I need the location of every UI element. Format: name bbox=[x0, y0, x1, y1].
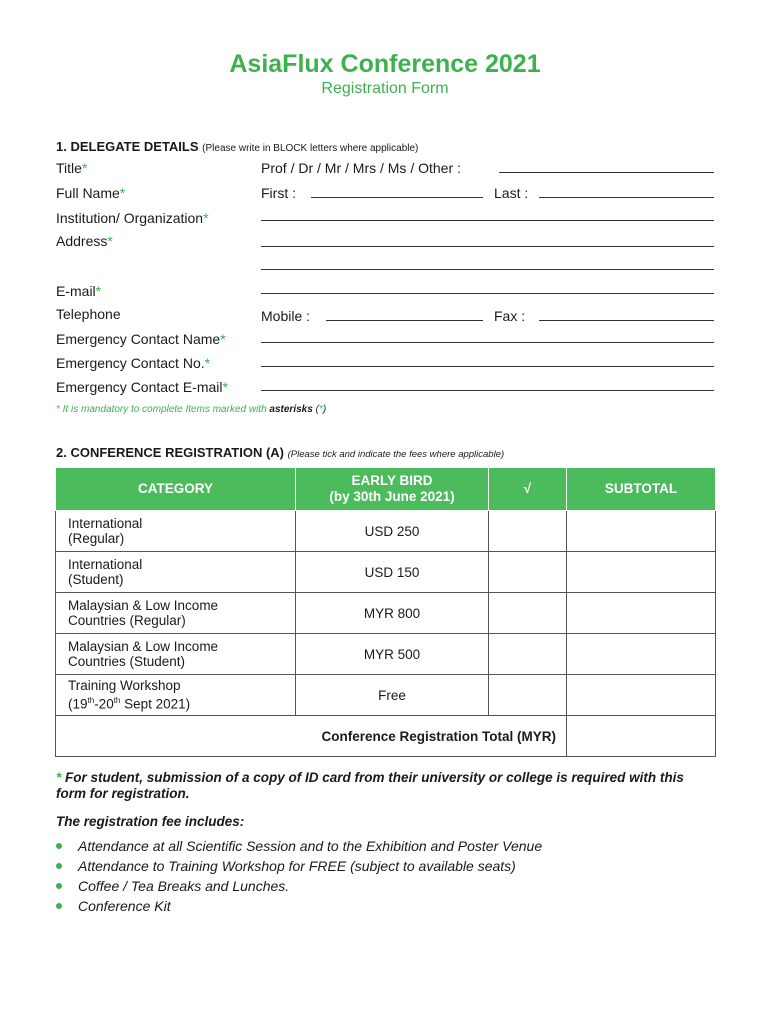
section-registration-title: 2. CONFERENCE REGISTRATION (A) bbox=[56, 445, 284, 460]
fee-cell: MYR 500 bbox=[296, 634, 489, 675]
category-cell: International (Student) bbox=[56, 552, 296, 593]
subtotal-cell[interactable] bbox=[567, 593, 716, 634]
total-cell[interactable] bbox=[567, 716, 716, 757]
institution-label: Institution/ Organization* bbox=[56, 210, 209, 226]
fee-cell: USD 250 bbox=[296, 511, 489, 552]
section-delegate-note: (Please write in BLOCK letters where applicable) bbox=[202, 143, 419, 154]
fee-cell: Free bbox=[296, 675, 489, 716]
category-cell: International (Regular) bbox=[56, 511, 296, 552]
bullet-icon bbox=[56, 863, 62, 869]
list-item: Coffee / Tea Breaks and Lunches. bbox=[56, 876, 542, 896]
emergency-name-label: Emergency Contact Name* bbox=[56, 331, 226, 347]
last-name-field[interactable] bbox=[539, 197, 714, 198]
student-footnote: * For student, submission of a copy of ID card from their university or college is required with this form for registration. bbox=[56, 770, 684, 801]
section-registration-heading bbox=[56, 445, 504, 460]
table-row bbox=[56, 552, 716, 593]
registration-table bbox=[55, 467, 716, 757]
title-other-field[interactable] bbox=[499, 172, 714, 173]
tick-cell[interactable] bbox=[489, 552, 567, 593]
total-row bbox=[56, 716, 716, 757]
category-cell: Malaysian & Low Income Countries (Student) bbox=[56, 634, 296, 675]
address-field-line-1[interactable] bbox=[261, 246, 714, 247]
table-row bbox=[56, 634, 716, 675]
emergency-no-label: Emergency Contact No.* bbox=[56, 355, 211, 371]
subtotal-cell[interactable] bbox=[567, 675, 716, 716]
includes-list bbox=[56, 836, 542, 916]
email-label: E-mail* bbox=[56, 283, 102, 299]
subtotal-cell[interactable] bbox=[567, 634, 716, 675]
telephone-label: Telephone bbox=[56, 306, 121, 322]
list-item: Attendance at all Scientific Session and to the Exhibition and Poster Venue bbox=[56, 836, 542, 856]
column-category: CATEGORY bbox=[56, 468, 296, 511]
table-row bbox=[56, 593, 716, 634]
emergency-email-field[interactable] bbox=[261, 390, 714, 391]
address-label: Address* bbox=[56, 233, 113, 249]
first-name-field[interactable] bbox=[311, 197, 483, 198]
emergency-name-field[interactable] bbox=[261, 342, 714, 343]
column-early-bird: EARLY BIRD (by 30th June 2021) bbox=[296, 468, 489, 511]
category-cell: Training Workshop (19th-20th Sept 2021) bbox=[56, 675, 296, 716]
table-header-row bbox=[56, 468, 716, 511]
includes-title: The registration fee includes: bbox=[56, 814, 245, 829]
emergency-email-label: Emergency Contact E-mail* bbox=[56, 379, 228, 395]
emergency-no-field[interactable] bbox=[261, 366, 714, 367]
fee-cell: USD 150 bbox=[296, 552, 489, 593]
tick-cell[interactable] bbox=[489, 511, 567, 552]
mobile-field[interactable] bbox=[326, 320, 483, 321]
list-item: Attendance to Training Workshop for FREE (subject to available seats) bbox=[56, 856, 542, 876]
bullet-icon bbox=[56, 883, 62, 889]
total-label: Conference Registration Total (MYR) bbox=[56, 716, 567, 757]
column-subtotal: SUBTOTAL bbox=[567, 468, 716, 511]
list-item: Conference Kit bbox=[56, 896, 542, 916]
mobile-label: Mobile : bbox=[261, 308, 311, 324]
title-label: Title* bbox=[56, 160, 88, 176]
tick-cell[interactable] bbox=[489, 593, 567, 634]
last-name-label: Last : bbox=[494, 185, 529, 201]
fax-field[interactable] bbox=[539, 320, 714, 321]
section-delegate-heading bbox=[56, 139, 418, 154]
tick-cell[interactable] bbox=[489, 634, 567, 675]
email-field[interactable] bbox=[261, 293, 714, 294]
column-tick: √ bbox=[489, 468, 567, 511]
bullet-icon bbox=[56, 843, 62, 849]
form-title: AsiaFlux Conference 2021 bbox=[229, 50, 541, 78]
full-name-label: Full Name* bbox=[56, 185, 126, 201]
title-options: Prof / Dr / Mr / Mrs / Ms / Other : bbox=[261, 160, 461, 176]
table-row bbox=[56, 675, 716, 716]
section-delegate-title: 1. DELEGATE DETAILS bbox=[56, 139, 199, 154]
bullet-icon bbox=[56, 903, 62, 909]
form-subtitle: Registration Form bbox=[321, 80, 449, 97]
fax-label: Fax : bbox=[494, 308, 526, 324]
subtotal-cell[interactable] bbox=[567, 511, 716, 552]
fee-cell: MYR 800 bbox=[296, 593, 489, 634]
section-registration-note: (Please tick and indicate the fees where applicable) bbox=[287, 449, 505, 460]
address-field-line-2[interactable] bbox=[261, 269, 714, 270]
institution-field[interactable] bbox=[261, 220, 714, 221]
subtotal-cell[interactable] bbox=[567, 552, 716, 593]
first-name-label: First : bbox=[261, 185, 296, 201]
table-row bbox=[56, 511, 716, 552]
mandatory-note: * It is mandatory to complete Items marked with asterisks (*) bbox=[56, 404, 327, 415]
category-cell: Malaysian & Low Income Countries (Regular) bbox=[56, 593, 296, 634]
tick-cell[interactable] bbox=[489, 675, 567, 716]
